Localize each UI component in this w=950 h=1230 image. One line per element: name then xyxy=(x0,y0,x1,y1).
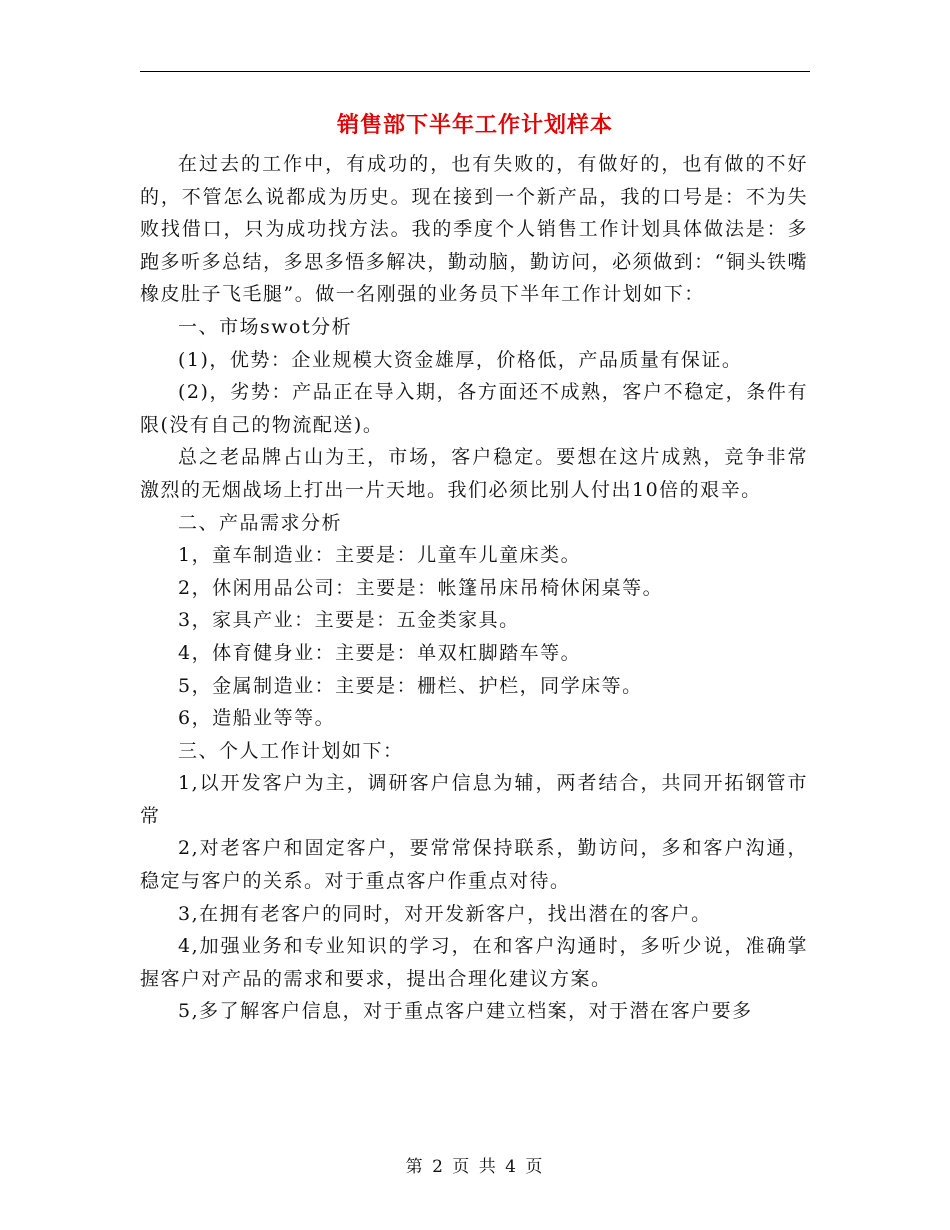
paragraph: 2，休闲用品公司：主要是：帐篷吊床吊椅休闲桌等。 xyxy=(178,576,664,599)
document-title: 销售部下半年工作计划样本 xyxy=(336,113,613,138)
paragraph: 6，造船业等等。 xyxy=(178,707,336,730)
paragraph: 二、产品需求分析 xyxy=(178,511,343,534)
paragraph: 三、个人工作计划如下： xyxy=(178,739,404,762)
paragraph: 4，体育健身业：主要是：单双杠脚踏车等。 xyxy=(178,641,582,664)
paragraph: 在过去的工作中，有成功的，也有失败的，有做好的，也有做的不好的，不管怎么说都成为历史。现在接到一个新产品，我的口号是：不为失败找借口，只为成功找方法。我的季度个人销售工作计划具体做法是：多跑多听多总结，多思多悟多解决，勤动脑，勤访问，必须做到：“铜头铁嘴橡皮肚子飞毛腿”。做一名刚强的业务员下半年工作计划如下： xyxy=(140,153,808,306)
paragraph: 总之老品牌占山为王，市场，客户稳定。要想在这片成熟，竞争非常激烈的无烟战场上打出一片天地。我们必须比别人付出10倍的艰辛。 xyxy=(140,446,808,501)
document-body xyxy=(140,148,808,1028)
paragraph: 1,以开发客户为主，调研客户信息为辅，两者结合，共同开拓钢管市常 xyxy=(140,772,808,827)
paragraph: (1)，优势：企业规模大资金雄厚，价格低，产品质量有保证。 xyxy=(178,348,743,371)
page-footer: 第 2 页 共 4 页 xyxy=(405,1157,545,1177)
paragraph: 2,对老客户和固定客户，要常常保持联系，勤访问，多和客户沟通，稳定与客户的关系。对于重点客户作重点对待。 xyxy=(140,837,808,893)
header-rule xyxy=(140,71,810,72)
paragraph: 5,多了解客户信息，对于重点客户建立档案，对于潜在客户要多 xyxy=(178,1000,753,1023)
paragraph: 5，金属制造业：主要是：栅栏、护栏，同学床等。 xyxy=(178,674,643,697)
paragraph: (2)，劣势：产品正在导入期，各方面还不成熟，客户不稳定，条件有限(没有自己的物流配送)。 xyxy=(140,381,808,436)
paragraph: 3，家具产业：主要是：五金类家具。 xyxy=(178,609,520,632)
paragraph: 1，童车制造业：主要是：儿童车儿童床类。 xyxy=(178,544,582,567)
paragraph: 4,加强业务和专业知识的学习，在和客户沟通时，多听少说，准确掌握客户对产品的需求和要求，提出合理化建议方案。 xyxy=(140,935,808,990)
paragraph: 3,在拥有老客户的同时，对开发新客户，找出潜在的客户。 xyxy=(178,902,712,925)
paragraph: 一、市场swot分析 xyxy=(178,315,353,338)
